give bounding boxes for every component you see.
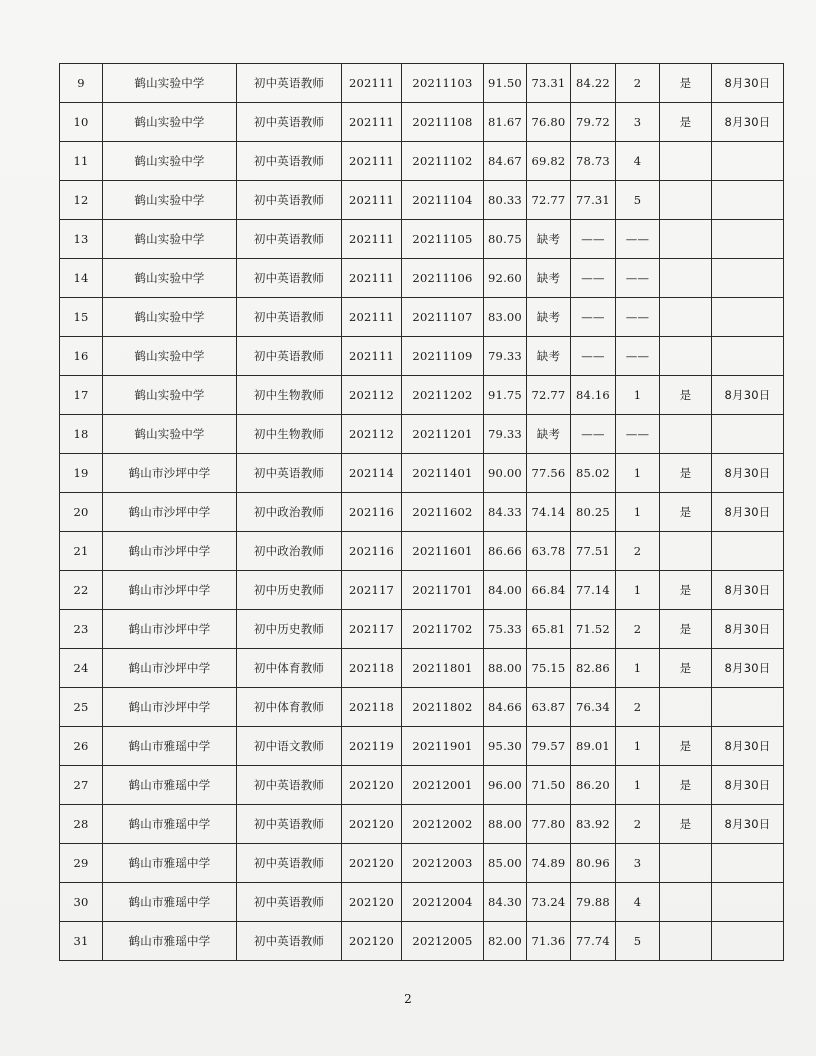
total-score-cell: —— — [571, 220, 616, 259]
written-score-cell: 95.30 — [484, 727, 527, 766]
total-score-cell: 86.20 — [571, 766, 616, 805]
school-name-cell: 鹤山实验中学 — [103, 64, 237, 103]
interview-score-cell: 63.87 — [527, 688, 571, 727]
school-name-cell: 鹤山市雅瑶中学 — [103, 766, 237, 805]
candidate-id-cell: 20211901 — [402, 727, 484, 766]
check-date-cell — [712, 922, 784, 961]
total-score-cell: 79.72 — [571, 103, 616, 142]
row-index-cell: 20 — [60, 493, 103, 532]
position-name-cell: 初中政治教师 — [237, 493, 342, 532]
rank-cell: 1 — [616, 493, 660, 532]
check-date-cell: 8月30日 — [712, 64, 784, 103]
candidate-id-cell: 20211103 — [402, 64, 484, 103]
check-date-cell: 8月30日 — [712, 493, 784, 532]
position-code-cell: 202111 — [342, 337, 402, 376]
rank-cell: 5 — [616, 181, 660, 220]
written-score-cell: 82.00 — [484, 922, 527, 961]
medical-check-cell: 是 — [660, 766, 712, 805]
total-score-cell: 77.31 — [571, 181, 616, 220]
table-row — [60, 64, 784, 103]
rank-cell: —— — [616, 337, 660, 376]
medical-check-cell: 是 — [660, 805, 712, 844]
table-row — [60, 805, 784, 844]
position-code-cell: 202117 — [342, 571, 402, 610]
school-name-cell: 鹤山市沙坪中学 — [103, 454, 237, 493]
results-table — [59, 63, 784, 961]
position-code-cell: 202116 — [342, 532, 402, 571]
written-score-cell: 86.66 — [484, 532, 527, 571]
position-name-cell: 初中英语教师 — [237, 181, 342, 220]
interview-score-cell: 63.78 — [527, 532, 571, 571]
position-code-cell: 202111 — [342, 142, 402, 181]
check-date-cell — [712, 298, 784, 337]
candidate-id-cell: 20212001 — [402, 766, 484, 805]
medical-check-cell: 是 — [660, 727, 712, 766]
candidate-id-cell: 20211801 — [402, 649, 484, 688]
row-index-cell: 15 — [60, 298, 103, 337]
written-score-cell: 81.67 — [484, 103, 527, 142]
row-index-cell: 13 — [60, 220, 103, 259]
candidate-id-cell: 20211108 — [402, 103, 484, 142]
interview-score-cell: 缺考 — [527, 337, 571, 376]
position-name-cell: 初中语文教师 — [237, 727, 342, 766]
school-name-cell: 鹤山实验中学 — [103, 259, 237, 298]
position-name-cell: 初中英语教师 — [237, 454, 342, 493]
check-date-cell: 8月30日 — [712, 649, 784, 688]
medical-check-cell — [660, 337, 712, 376]
school-name-cell: 鹤山实验中学 — [103, 376, 237, 415]
table-row — [60, 922, 784, 961]
table-body — [60, 64, 784, 961]
position-name-cell: 初中政治教师 — [237, 532, 342, 571]
check-date-cell: 8月30日 — [712, 103, 784, 142]
row-index-cell: 24 — [60, 649, 103, 688]
position-code-cell: 202112 — [342, 415, 402, 454]
interview-score-cell: 74.89 — [527, 844, 571, 883]
rank-cell: 3 — [616, 844, 660, 883]
position-name-cell: 初中英语教师 — [237, 844, 342, 883]
position-code-cell: 202120 — [342, 844, 402, 883]
row-index-cell: 21 — [60, 532, 103, 571]
position-name-cell: 初中历史教师 — [237, 610, 342, 649]
check-date-cell — [712, 532, 784, 571]
position-code-cell: 202117 — [342, 610, 402, 649]
written-score-cell: 79.33 — [484, 415, 527, 454]
rank-cell: —— — [616, 220, 660, 259]
check-date-cell — [712, 688, 784, 727]
interview-score-cell: 72.77 — [527, 181, 571, 220]
total-score-cell: 82.86 — [571, 649, 616, 688]
position-code-cell: 202111 — [342, 64, 402, 103]
position-name-cell: 初中英语教师 — [237, 922, 342, 961]
table-row — [60, 766, 784, 805]
position-name-cell: 初中体育教师 — [237, 688, 342, 727]
check-date-cell: 8月30日 — [712, 571, 784, 610]
school-name-cell: 鹤山市雅瑶中学 — [103, 727, 237, 766]
written-score-cell: 84.33 — [484, 493, 527, 532]
medical-check-cell: 是 — [660, 649, 712, 688]
table-row — [60, 493, 784, 532]
medical-check-cell — [660, 298, 712, 337]
row-index-cell: 28 — [60, 805, 103, 844]
check-date-cell — [712, 181, 784, 220]
position-name-cell: 初中英语教师 — [237, 259, 342, 298]
position-code-cell: 202120 — [342, 922, 402, 961]
interview-score-cell: 65.81 — [527, 610, 571, 649]
check-date-cell: 8月30日 — [712, 727, 784, 766]
medical-check-cell — [660, 181, 712, 220]
medical-check-cell — [660, 883, 712, 922]
candidate-id-cell: 20211107 — [402, 298, 484, 337]
row-index-cell: 9 — [60, 64, 103, 103]
table-row — [60, 376, 784, 415]
school-name-cell: 鹤山市沙坪中学 — [103, 532, 237, 571]
position-name-cell: 初中英语教师 — [237, 766, 342, 805]
interview-score-cell: 71.50 — [527, 766, 571, 805]
table-row — [60, 298, 784, 337]
interview-score-cell: 71.36 — [527, 922, 571, 961]
row-index-cell: 17 — [60, 376, 103, 415]
row-index-cell: 12 — [60, 181, 103, 220]
position-name-cell: 初中生物教师 — [237, 415, 342, 454]
rank-cell: 1 — [616, 727, 660, 766]
row-index-cell: 27 — [60, 766, 103, 805]
interview-score-cell: 77.56 — [527, 454, 571, 493]
medical-check-cell — [660, 415, 712, 454]
written-score-cell: 84.67 — [484, 142, 527, 181]
total-score-cell: —— — [571, 298, 616, 337]
medical-check-cell — [660, 532, 712, 571]
check-date-cell — [712, 220, 784, 259]
medical-check-cell — [660, 220, 712, 259]
position-name-cell: 初中英语教师 — [237, 142, 342, 181]
total-score-cell: 77.51 — [571, 532, 616, 571]
medical-check-cell — [660, 688, 712, 727]
table-row — [60, 688, 784, 727]
interview-score-cell: 79.57 — [527, 727, 571, 766]
medical-check-cell: 是 — [660, 610, 712, 649]
school-name-cell: 鹤山实验中学 — [103, 142, 237, 181]
candidate-id-cell: 20211201 — [402, 415, 484, 454]
rank-cell: 4 — [616, 883, 660, 922]
candidate-id-cell: 20211401 — [402, 454, 484, 493]
position-code-cell: 202112 — [342, 376, 402, 415]
table-row — [60, 532, 784, 571]
candidate-id-cell: 20211601 — [402, 532, 484, 571]
written-score-cell: 88.00 — [484, 649, 527, 688]
school-name-cell: 鹤山市沙坪中学 — [103, 649, 237, 688]
position-code-cell: 202116 — [342, 493, 402, 532]
rank-cell: 2 — [616, 64, 660, 103]
school-name-cell: 鹤山实验中学 — [103, 220, 237, 259]
written-score-cell: 90.00 — [484, 454, 527, 493]
candidate-id-cell: 20211105 — [402, 220, 484, 259]
rank-cell: 1 — [616, 571, 660, 610]
total-score-cell: —— — [571, 337, 616, 376]
rank-cell: 2 — [616, 688, 660, 727]
total-score-cell: 71.52 — [571, 610, 616, 649]
position-name-cell: 初中英语教师 — [237, 337, 342, 376]
row-index-cell: 11 — [60, 142, 103, 181]
candidate-id-cell: 20212002 — [402, 805, 484, 844]
total-score-cell: 80.96 — [571, 844, 616, 883]
position-name-cell: 初中生物教师 — [237, 376, 342, 415]
rank-cell: 4 — [616, 142, 660, 181]
position-code-cell: 202119 — [342, 727, 402, 766]
table-row — [60, 571, 784, 610]
position-name-cell: 初中英语教师 — [237, 103, 342, 142]
written-score-cell: 96.00 — [484, 766, 527, 805]
medical-check-cell: 是 — [660, 454, 712, 493]
position-name-cell: 初中英语教师 — [237, 64, 342, 103]
school-name-cell: 鹤山市雅瑶中学 — [103, 883, 237, 922]
position-name-cell: 初中英语教师 — [237, 883, 342, 922]
row-index-cell: 19 — [60, 454, 103, 493]
school-name-cell: 鹤山市雅瑶中学 — [103, 844, 237, 883]
candidate-id-cell: 20211106 — [402, 259, 484, 298]
candidate-id-cell: 20211109 — [402, 337, 484, 376]
school-name-cell: 鹤山实验中学 — [103, 337, 237, 376]
check-date-cell — [712, 259, 784, 298]
check-date-cell: 8月30日 — [712, 805, 784, 844]
school-name-cell: 鹤山市沙坪中学 — [103, 493, 237, 532]
table-row — [60, 649, 784, 688]
interview-score-cell: 缺考 — [527, 298, 571, 337]
written-score-cell: 84.00 — [484, 571, 527, 610]
position-name-cell: 初中体育教师 — [237, 649, 342, 688]
position-code-cell: 202120 — [342, 766, 402, 805]
written-score-cell: 80.33 — [484, 181, 527, 220]
position-name-cell: 初中英语教师 — [237, 805, 342, 844]
candidate-id-cell: 20211602 — [402, 493, 484, 532]
row-index-cell: 16 — [60, 337, 103, 376]
position-name-cell: 初中历史教师 — [237, 571, 342, 610]
row-index-cell: 18 — [60, 415, 103, 454]
candidate-id-cell: 20212005 — [402, 922, 484, 961]
check-date-cell — [712, 883, 784, 922]
medical-check-cell — [660, 259, 712, 298]
total-score-cell: 89.01 — [571, 727, 616, 766]
position-code-cell: 202111 — [342, 298, 402, 337]
written-score-cell: 91.50 — [484, 64, 527, 103]
rank-cell: 1 — [616, 649, 660, 688]
interview-score-cell: 76.80 — [527, 103, 571, 142]
school-name-cell: 鹤山市雅瑶中学 — [103, 922, 237, 961]
total-score-cell: 84.16 — [571, 376, 616, 415]
position-code-cell: 202111 — [342, 181, 402, 220]
candidate-id-cell: 20211104 — [402, 181, 484, 220]
medical-check-cell: 是 — [660, 103, 712, 142]
table-row — [60, 181, 784, 220]
medical-check-cell — [660, 142, 712, 181]
position-code-cell: 202114 — [342, 454, 402, 493]
interview-score-cell: 73.24 — [527, 883, 571, 922]
medical-check-cell — [660, 922, 712, 961]
medical-check-cell — [660, 844, 712, 883]
row-index-cell: 14 — [60, 259, 103, 298]
candidate-id-cell: 20212004 — [402, 883, 484, 922]
interview-score-cell: 66.84 — [527, 571, 571, 610]
medical-check-cell: 是 — [660, 571, 712, 610]
table-row — [60, 415, 784, 454]
position-code-cell: 202118 — [342, 649, 402, 688]
written-score-cell: 79.33 — [484, 337, 527, 376]
school-name-cell: 鹤山实验中学 — [103, 415, 237, 454]
rank-cell: —— — [616, 259, 660, 298]
position-code-cell: 202111 — [342, 259, 402, 298]
written-score-cell: 83.00 — [484, 298, 527, 337]
table-row — [60, 259, 784, 298]
interview-score-cell: 73.31 — [527, 64, 571, 103]
table-row — [60, 610, 784, 649]
position-name-cell: 初中英语教师 — [237, 220, 342, 259]
written-score-cell: 91.75 — [484, 376, 527, 415]
row-index-cell: 30 — [60, 883, 103, 922]
position-code-cell: 202111 — [342, 220, 402, 259]
row-index-cell: 31 — [60, 922, 103, 961]
rank-cell: 5 — [616, 922, 660, 961]
position-name-cell: 初中英语教师 — [237, 298, 342, 337]
row-index-cell: 22 — [60, 571, 103, 610]
school-name-cell: 鹤山市沙坪中学 — [103, 571, 237, 610]
school-name-cell: 鹤山市雅瑶中学 — [103, 805, 237, 844]
check-date-cell: 8月30日 — [712, 376, 784, 415]
check-date-cell — [712, 415, 784, 454]
total-score-cell: —— — [571, 259, 616, 298]
written-score-cell: 88.00 — [484, 805, 527, 844]
written-score-cell: 92.60 — [484, 259, 527, 298]
total-score-cell: 85.02 — [571, 454, 616, 493]
interview-score-cell: 75.15 — [527, 649, 571, 688]
rank-cell: —— — [616, 298, 660, 337]
check-date-cell: 8月30日 — [712, 610, 784, 649]
total-score-cell: 77.74 — [571, 922, 616, 961]
total-score-cell: 79.88 — [571, 883, 616, 922]
position-code-cell: 202111 — [342, 103, 402, 142]
written-score-cell: 85.00 — [484, 844, 527, 883]
rank-cell: 2 — [616, 805, 660, 844]
total-score-cell: 78.73 — [571, 142, 616, 181]
row-index-cell: 29 — [60, 844, 103, 883]
total-score-cell: 83.92 — [571, 805, 616, 844]
table-row — [60, 727, 784, 766]
row-index-cell: 10 — [60, 103, 103, 142]
candidate-id-cell: 20211202 — [402, 376, 484, 415]
school-name-cell: 鹤山实验中学 — [103, 181, 237, 220]
rank-cell: —— — [616, 415, 660, 454]
table-row — [60, 142, 784, 181]
total-score-cell: 77.14 — [571, 571, 616, 610]
table-row — [60, 103, 784, 142]
row-index-cell: 25 — [60, 688, 103, 727]
written-score-cell: 84.30 — [484, 883, 527, 922]
check-date-cell — [712, 142, 784, 181]
position-code-cell: 202120 — [342, 883, 402, 922]
position-code-cell: 202120 — [342, 805, 402, 844]
written-score-cell: 84.66 — [484, 688, 527, 727]
rank-cell: 3 — [616, 103, 660, 142]
check-date-cell — [712, 844, 784, 883]
total-score-cell: 80.25 — [571, 493, 616, 532]
rank-cell: 2 — [616, 532, 660, 571]
school-name-cell: 鹤山市沙坪中学 — [103, 688, 237, 727]
written-score-cell: 80.75 — [484, 220, 527, 259]
medical-check-cell: 是 — [660, 493, 712, 532]
school-name-cell: 鹤山市沙坪中学 — [103, 610, 237, 649]
interview-score-cell: 72.77 — [527, 376, 571, 415]
page-number: 2 — [404, 992, 412, 1006]
written-score-cell: 75.33 — [484, 610, 527, 649]
table-row — [60, 454, 784, 493]
check-date-cell — [712, 337, 784, 376]
interview-score-cell: 缺考 — [527, 259, 571, 298]
check-date-cell: 8月30日 — [712, 454, 784, 493]
candidate-id-cell: 20211701 — [402, 571, 484, 610]
interview-score-cell: 77.80 — [527, 805, 571, 844]
medical-check-cell: 是 — [660, 376, 712, 415]
rank-cell: 1 — [616, 376, 660, 415]
check-date-cell: 8月30日 — [712, 766, 784, 805]
rank-cell: 1 — [616, 766, 660, 805]
candidate-id-cell: 20211102 — [402, 142, 484, 181]
total-score-cell: —— — [571, 415, 616, 454]
table-row — [60, 844, 784, 883]
school-name-cell: 鹤山实验中学 — [103, 298, 237, 337]
interview-score-cell: 74.14 — [527, 493, 571, 532]
row-index-cell: 26 — [60, 727, 103, 766]
rank-cell: 2 — [616, 610, 660, 649]
total-score-cell: 76.34 — [571, 688, 616, 727]
candidate-id-cell: 20211702 — [402, 610, 484, 649]
interview-score-cell: 缺考 — [527, 415, 571, 454]
school-name-cell: 鹤山实验中学 — [103, 103, 237, 142]
medical-check-cell: 是 — [660, 64, 712, 103]
table-row — [60, 220, 784, 259]
total-score-cell: 84.22 — [571, 64, 616, 103]
interview-score-cell: 69.82 — [527, 142, 571, 181]
table-row — [60, 883, 784, 922]
table-row — [60, 337, 784, 376]
position-code-cell: 202118 — [342, 688, 402, 727]
candidate-id-cell: 20212003 — [402, 844, 484, 883]
rank-cell: 1 — [616, 454, 660, 493]
interview-score-cell: 缺考 — [527, 220, 571, 259]
candidate-id-cell: 20211802 — [402, 688, 484, 727]
row-index-cell: 23 — [60, 610, 103, 649]
